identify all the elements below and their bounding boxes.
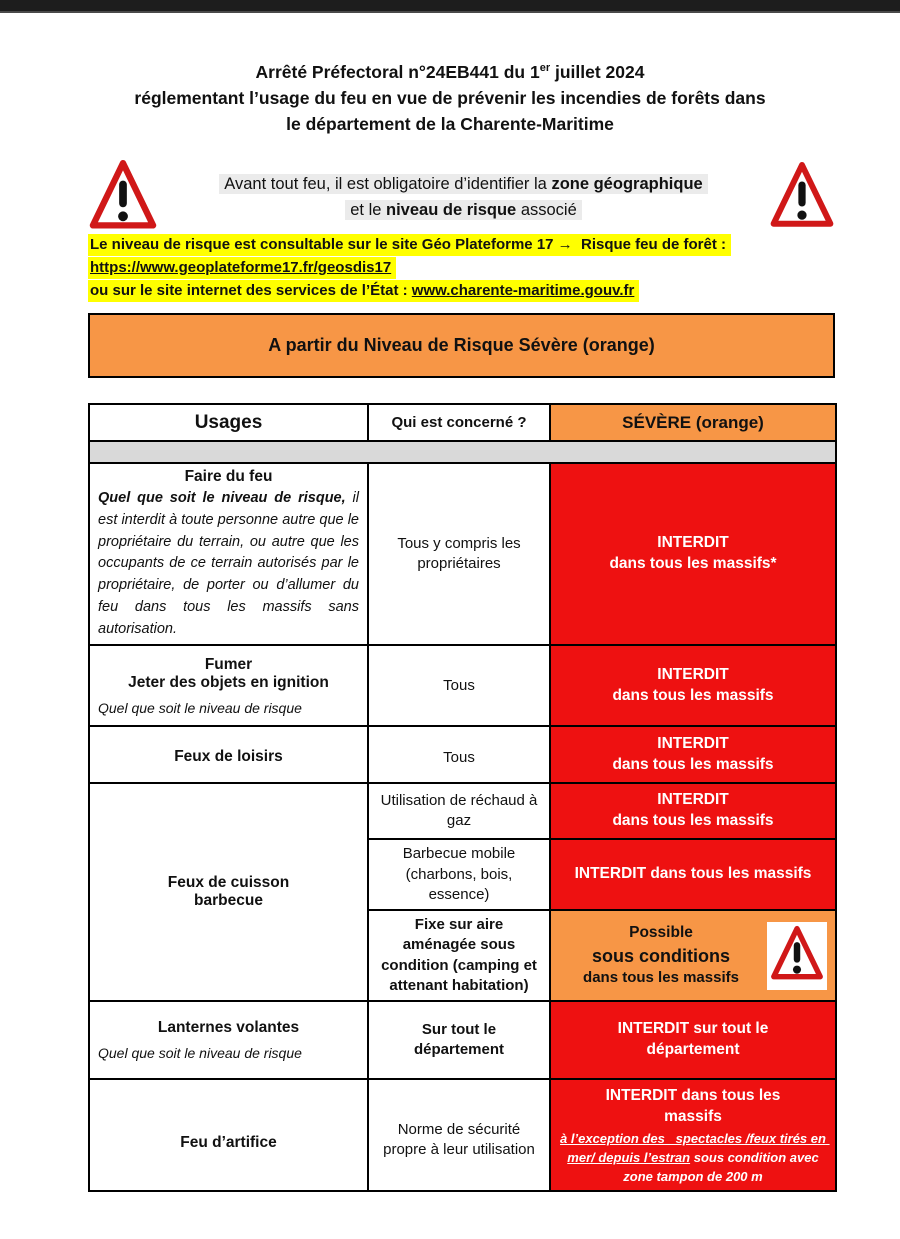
title-line-3: le département de la Charente-Maritime — [286, 113, 614, 134]
header-usages: Usages — [89, 404, 368, 441]
regulation-table — [88, 403, 837, 1192]
header-concern: Qui est concerné ? — [368, 404, 550, 441]
status-rechaud-gaz: INTERDIT dans tous les massifs — [550, 783, 836, 839]
status-barbecue-mobile: INTERDIT dans tous les massifs — [550, 839, 836, 910]
table-row-faire-du-feu — [89, 463, 836, 645]
warning-triangle-icon — [767, 922, 827, 990]
usage-feux-loisirs: Feux de loisirs — [89, 726, 368, 783]
page-title — [50, 60, 850, 138]
consult-line-2 — [88, 259, 848, 277]
title-line-1: Arrêté Préfectoral n°24EB441 du 1er juillet 2024 — [255, 62, 645, 82]
usage-fumer: Fumer Jeter des objets en ignition Quel que soit le niveau de risque — [89, 645, 368, 726]
usage-feu-artifice: Feu d’artifice — [89, 1079, 368, 1191]
who-feux-loisirs: Tous — [368, 726, 550, 783]
status-lanternes: INTERDIT sur tout le département — [550, 1001, 836, 1079]
top-bar — [0, 0, 900, 13]
usage-feux-cuisson: Feux de cuisson barbecue — [89, 783, 368, 1001]
gray-band — [89, 441, 836, 463]
status-fumer: INTERDIT dans tous les massifs — [550, 645, 836, 726]
table-row-feu-artifice — [89, 1079, 836, 1191]
status-faire-du-feu: INTERDIT dans tous les massifs* — [550, 463, 836, 645]
title-line-2: réglementant l’usage du feu en vue de prévenir les incendies de forêts dans — [134, 87, 766, 108]
status-feux-loisirs: INTERDIT dans tous les massifs — [550, 726, 836, 783]
who-barbecue-mobile: Barbecue mobile (charbons, bois, essence) — [368, 839, 550, 910]
status-barbecue-fixe: Possible sous conditions dans tous les massifs — [550, 910, 836, 1001]
who-feu-artifice: Norme de sécurité propre à leur utilisation — [368, 1079, 550, 1191]
warning-notice — [88, 158, 835, 238]
banner-text: A partir du Niveau de Risque Sévère (orange) — [268, 335, 655, 355]
geoplateforme-link[interactable]: https://www.geoplateforme17.fr/geosdis17 — [90, 259, 392, 276]
usage-faire-du-feu: Faire du feu Quel que soit le niveau de risque, il est interdit à toute personne autre que le propriétaire du terrain, ou autre que les occupants de ce terrain autorisés par le propriétaire, de porter ou d’allumer du feu dans tous les massifs sans autorisation. — [89, 463, 368, 645]
who-fumer: Tous — [368, 645, 550, 726]
table-row-feux-loisirs — [89, 726, 836, 783]
table-gray-band-row — [89, 441, 836, 463]
who-rechaud-gaz: Utilisation de réchaud à gaz — [368, 783, 550, 839]
consult-line-1: Le niveau de risque est consultable sur le site Géo Plateforme 17 → Risque feu de forêt : — [88, 236, 848, 254]
notice-text: Avant tout feu, il est obligatoire d’identifier la zone géographique et le niveau de risque associé — [158, 172, 769, 223]
who-lanternes: Sur tout le département — [368, 1001, 550, 1079]
consult-line-3: ou sur le site internet des services de l’État : www.charente-maritime.gouv.fr — [88, 282, 848, 300]
header-severe: SÉVÈRE (orange) — [550, 404, 836, 441]
status-feu-artifice: INTERDIT dans tous les massifs à l’exception des spectacles /feux tirés en mer/ depuis l’estran sous condition avec zone tampon de 200 m — [550, 1079, 836, 1191]
who-faire-du-feu: Tous y compris les propriétaires — [368, 463, 550, 645]
table-row-fumer — [89, 645, 836, 726]
gouv-link[interactable]: www.charente-maritime.gouv.fr — [411, 282, 635, 299]
who-barbecue-fixe: Fixe sur aire aménagée sous condition (camping et attenant habitation) — [368, 910, 550, 1001]
table-row-barbecue-gaz — [89, 783, 836, 839]
risk-consult-block — [88, 236, 848, 305]
title-superscript: er — [539, 62, 551, 75]
warning-triangle-icon — [88, 158, 158, 239]
table-row-lanternes — [89, 1001, 836, 1079]
table-header-row — [89, 404, 836, 441]
usage-lanternes: Lanternes volantes Quel que soit le niveau de risque — [89, 1001, 368, 1079]
severity-banner — [88, 313, 835, 378]
warning-triangle-icon — [769, 158, 835, 239]
